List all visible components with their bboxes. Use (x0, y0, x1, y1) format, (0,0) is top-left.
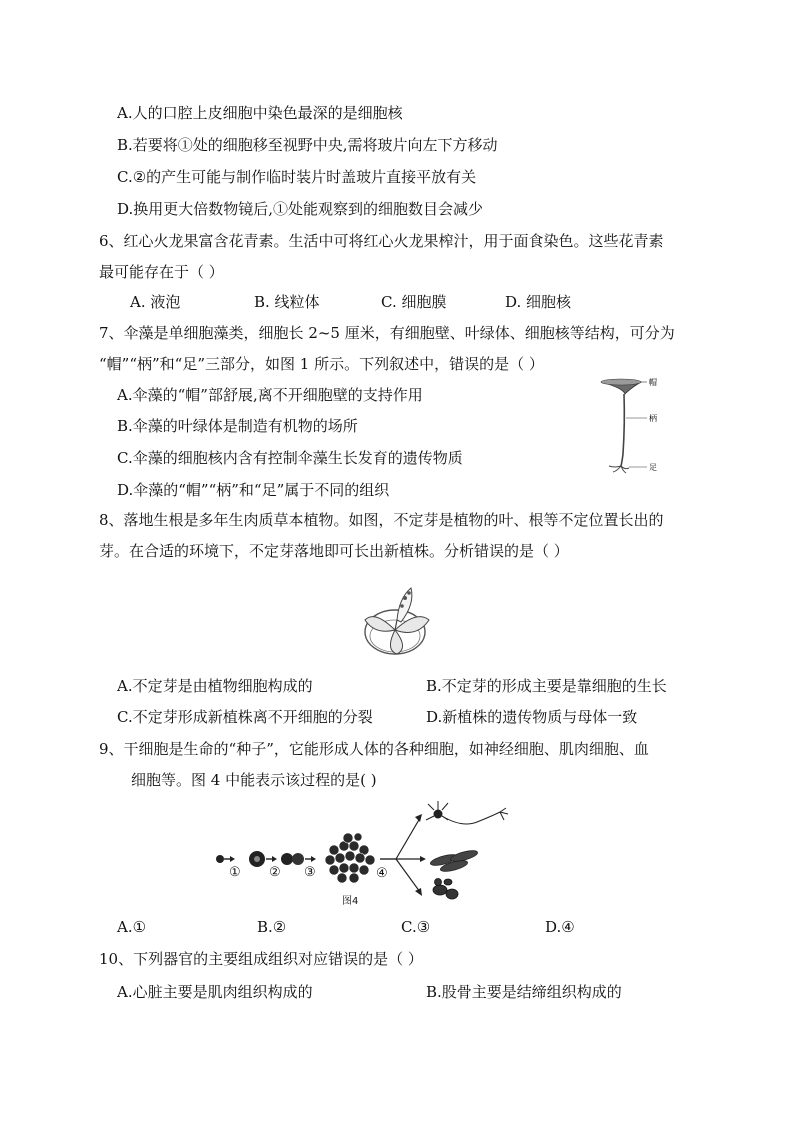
q6-option-d: D. 细胞核 (505, 293, 572, 311)
muscle-cells (429, 849, 478, 874)
q7-stem-line1: 7、伞藻是单细胞藻类，细胞长 2~5 厘米，有细胞壁、叶绿体、细胞核等结构，可分为 (99, 324, 675, 342)
blood-cells (433, 879, 458, 900)
q7-stem-line2: “帽”“柄”和“足”三部分，如图 1 所示。下列叙述中，错误的是（ ） (99, 355, 544, 373)
q5-option-d: D.换用更大倍数物镜后,①处能观察到的细胞数目会减少 (117, 200, 484, 218)
label-stalk: 柄 (649, 414, 657, 423)
q9-option-a: A.① (117, 918, 147, 936)
q10-option-b: B.股骨主要是结缔组织构成的 (426, 983, 622, 1001)
q6-option-b: B. 线粒体 (254, 293, 320, 311)
q8-option-d: D.新植株的遗传物质与母体一致 (426, 708, 638, 726)
q8-stem-line2: 芽。在合适的环境下，不定芽落地即可长出新植株。分析错误的是（ ） (99, 542, 569, 560)
neuron-cell (426, 801, 508, 824)
q8-option-a: A.不定芽是由植物细胞构成的 (117, 677, 313, 695)
q6-option-c: C. 细胞膜 (381, 293, 447, 311)
q9-option-d: D.④ (545, 918, 575, 936)
q5-option-c: C.②的产生可能与制作临时装片时盖玻片直接平放有关 (117, 168, 477, 186)
q7-option-b: B.伞藻的叶绿体是制造有机物的场所 (117, 417, 358, 435)
q10-option-a: A.心脏主要是肌肉组织构成的 (117, 983, 313, 1001)
q7-option-a: A.伞藻的“帽”部舒展,离不开细胞壁的支持作用 (117, 386, 423, 404)
q5-option-a: A.人的口腔上皮细胞中染色最深的是细胞核 (117, 104, 403, 122)
q7-option-d: D.伞藻的“帽”“柄”和“足”属于不同的组织 (117, 481, 390, 499)
kalanchoe-figure (355, 580, 437, 662)
stem-cell-process-figure (212, 798, 530, 908)
step-2-label: ② (269, 865, 281, 880)
acetabularia-figure (595, 374, 665, 479)
q9-option-c: C.③ (401, 918, 431, 936)
step-4-label: ④ (376, 866, 388, 881)
q6-stem-line1: 6、红心火龙果富含花青素。生活中可将红心火龙果榨汁，用于面食染色。这些花青素 (99, 232, 664, 250)
q5-option-b: B.若要将①处的细胞移至视野中央,需将玻片向左下方移动 (117, 136, 498, 154)
label-foot: 足 (649, 463, 657, 472)
q8-option-c: C.不定芽形成新植株离不开细胞的分裂 (117, 708, 373, 726)
q8-stem-line1: 8、落地生根是多年生肉质草本植物。如图，不定芽是植物的叶、根等不定位置长出的 (99, 511, 664, 529)
q9-stem-line2: 细胞等。图 4 中能表示该过程的是( ) (131, 771, 377, 789)
step-3-label: ③ (304, 865, 316, 880)
q6-option-a: A. 液泡 (130, 293, 181, 311)
q10-stem: 10、下列器官的主要组成组织对应错误的是（ ） (99, 950, 423, 968)
q6-stem-line2: 最可能存在于（ ） (99, 263, 224, 281)
figure-4-caption: 图4 (342, 896, 359, 907)
q9-stem-line1: 9、干细胞是生命的“种子”，它能形成人体的各种细胞，如神经细胞、肌肉细胞、血 (99, 740, 649, 758)
q9-option-b: B.② (257, 918, 287, 936)
cell-cluster (325, 833, 375, 883)
q8-option-b: B.不定芽的形成主要是靠细胞的生长 (426, 677, 667, 695)
q7-option-c: C.伞藻的细胞核内含有控制伞藻生长发育的遗传物质 (117, 449, 463, 467)
label-cap: 帽 (649, 378, 657, 387)
step-1-label: ① (229, 865, 241, 880)
